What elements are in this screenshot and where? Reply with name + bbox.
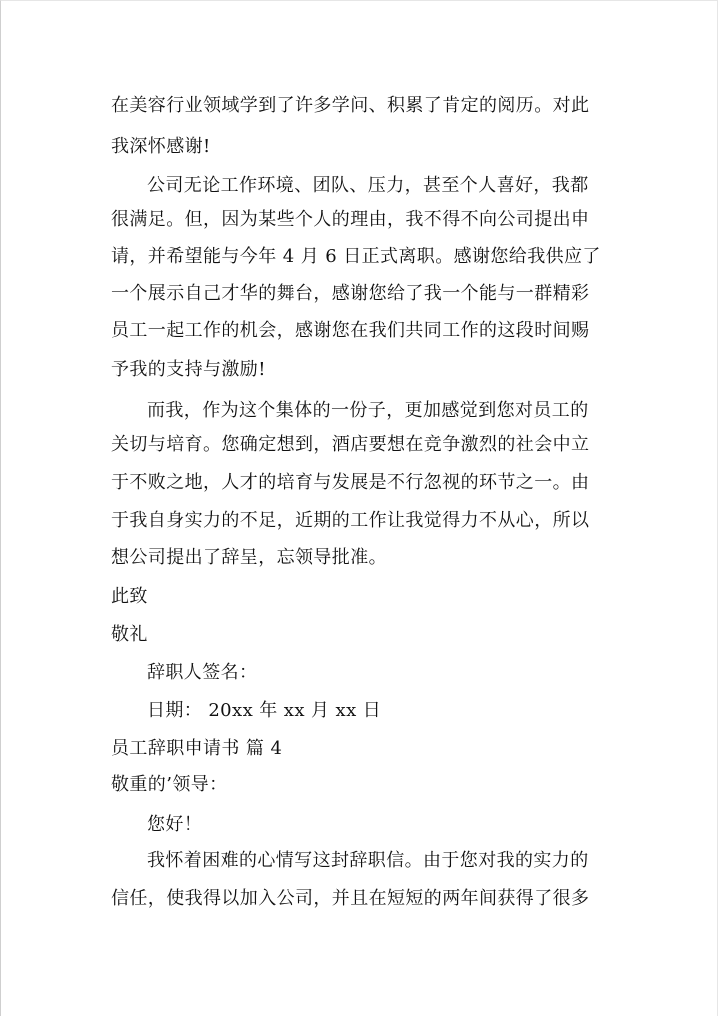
signature-label: 辞职人签名： — [147, 662, 258, 683]
paragraph-line: 于不败之地，人才的培育与发展是不行忽视的环节之一。由 — [111, 472, 590, 493]
paragraph-line: 信任，使我得以加入公司，并且在短短的两年间获得了很多 — [111, 888, 590, 909]
paragraph-line: 而我，作为这个集体的一份子，更加感觉到您对员工的 — [147, 400, 589, 421]
paragraph-line: 我怀着困难的心情写这封辞职信。由于您对我的实力的 — [147, 850, 589, 871]
paragraph-line: 关切与培育。您确定想到，酒店要想在竞争激烈的社会中立 — [111, 434, 590, 455]
paragraph-line: 我深怀感谢! — [111, 136, 211, 157]
paragraph-line: 予我的支持与激励! — [111, 359, 266, 380]
closing-line: 敬礼 — [111, 624, 148, 645]
paragraph-line: 很满足。但，因为某些个人的理由，我不得不向公司提出申 — [111, 209, 590, 230]
paragraph-line: 一个展示自己才华的舞台，感谢您给了我一个能与一群精彩 — [111, 283, 590, 304]
section-heading: 员工辞职申请书 篇 4 — [111, 738, 283, 759]
paragraph-line: 在美容行业领域学到了许多学问、积累了肯定的阅历。对此 — [111, 95, 590, 116]
salutation: 敬重的’领导： — [111, 774, 228, 795]
paragraph-line: 想公司提出了辞呈，忘领导批准。 — [111, 547, 387, 568]
closing-line: 此致 — [111, 586, 148, 607]
paragraph-line: 于我自身实力的不足，近期的工作让我觉得力不从心，所以 — [111, 510, 590, 531]
paragraph-line: 员工一起工作的机会，感谢您在我们共同工作的这段时间赐 — [111, 320, 590, 341]
paragraph-line: 请，并希望能与今年 4 月 6 日正式离职。感谢您给我供应了 — [111, 246, 601, 267]
greeting: 您好！ — [147, 814, 203, 835]
paragraph-line: 公司无论工作环境、团队、压力，甚至个人喜好，我都 — [147, 175, 589, 196]
date-line: 日期： 20xx 年 xx 月 xx 日 — [147, 700, 382, 721]
